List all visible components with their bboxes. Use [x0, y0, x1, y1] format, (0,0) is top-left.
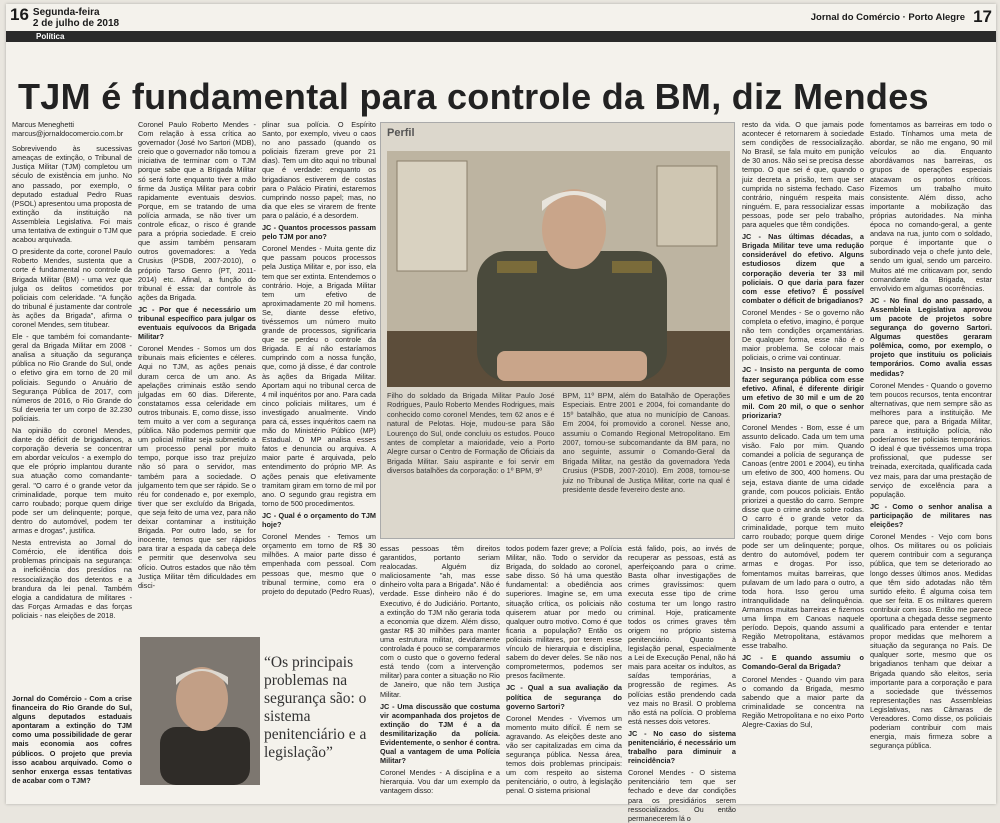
- question: JC - E quando assumiu o Comando-Geral da Brigada?: [742, 653, 864, 672]
- paragraph: Coronel Mendes - Temos um orçamento em torno de R$ 30 milhões. A maior parte disso é empenhada com pessoal. Com pessoas que, mesmo que o tribunal termine, como era o projeto do deputado (Pedro Ruas),: [262, 532, 376, 596]
- caption-left: Filho do soldado da Brigada Militar Paulo José Rodrigues, Paulo Roberto Mendes Rodrigues, mais conhecido como coronel Mendes, tem 62 anos e é natural de Pelotas. Hoje, mudou-se para São Lourenço do Sul, onde concluiu os estudos. Pouco antes de completar a maioridade, veio a Porto Alegre cursar o Centro de Formação de Oficiais da Brigada Militar. Saiu aspirante e foi servir em diversos batalhões da corporação: o 1º BPM, 9º: [387, 391, 555, 476]
- question: JC - Como o senhor analisa a participação de militares nas eleições?: [870, 501, 992, 530]
- profile-tag: Perfil: [387, 127, 415, 139]
- question: JC - Qual a sua avaliação da política de segurança do governo Sartori?: [506, 683, 622, 711]
- question: JC - Uma discussão que costuma vir acompanhada dos projetos de extinção do TJM é a da desmilitarização da polícia. Evidentemente, o senhor é contra. Qual a vantagem de uma Polícia Militar?: [380, 701, 500, 766]
- question: Jornal do Comércio - Com a crise financeira do Rio Grande do Sul, alguns deputados estaduais apontaram a extinção do TJM como uma possibilidade de gerar mais economia aos cofres públicos. O projeto que previa isso acabou arquivado. Como o senhor enxerga essas tentativas de acabar com o TJM?: [12, 694, 132, 785]
- secondary-portrait-illustration: [140, 637, 260, 785]
- date: 2 de julho de 2018: [32, 18, 120, 29]
- pull-quote: “Os principais problemas na segurança são: o sistema penitenciário e a legislação”: [264, 654, 367, 761]
- column-8: [870, 120, 992, 800]
- paragraph: resto da vida. O que jamais pode acontecer é retornarem à sociedade sem condições de ressocialização. No Brasil, se fala muito em punição de 30 anos. Não sei se precisa desse tempo. O que sei é que, quando o juiz decreta a prisão, tem que ser cumprida no sistema fechado. Caso contrário, ninguém respeita mais ninguém. E, para ressocializar essas pessoas, pode ser pelo trabalho, para aqueles que têm condições.: [742, 120, 864, 230]
- column-3: [262, 120, 376, 630]
- newspaper-page: [6, 4, 996, 823]
- weekday: Segunda-feira: [32, 7, 100, 18]
- page-number-right: 17: [973, 7, 992, 26]
- question: JC - Qual é o orçamento do TJM hoje?: [262, 510, 376, 530]
- column-7: [742, 120, 864, 800]
- question: JC - Insisto na pergunta de como fazer segurança pública com esse efetivo. Afinal, é diferente dirigir um efetivo de 30 mil e um de 20 mil. Com 20 mil, o que o senhor priorizaria?: [742, 365, 864, 420]
- question: JC - No final do ano passado, a Assembleia Legislativa aprovou um pacote de projetos sobre segurança do governo Sartori. Algumas questões geraram polêmica, como, por exemplo, o projeto que instituiu os policiais temporários. Como avalia essas medidas?: [870, 295, 992, 378]
- paragraph: está falido, pois, ao invés de recuperar as pessoas, está as aperfeiçoando para o crime. Basta olhar investigações de crimes gravíssimos: quem executa esse tipo de crime costuma ter um longo rastro criminal. Hoje, praticamente todos os crimes graves têm origem no próprio sistema penitenciário. Quanto à legislação penal, especialmente a Lei de Execução Penal, não há mais para aceitar os indultos, as saídas temporárias, a progressão de regimes. As polícias estão prendendo cada vez mais no Brasil. O problema não está na polícia. O problema está nesses dois vetores.: [628, 544, 736, 726]
- photo-caption: [387, 391, 730, 537]
- byline-author: Marcus Meneghetti: [12, 120, 75, 129]
- byline-email: marcus@jornaldocomercio.com.br: [12, 129, 124, 139]
- question: JC - No caso do sistema penitenciário, é necessário um trabalho para diminuir a reincidência?: [628, 728, 736, 766]
- paragraph: Coronel Mendes - Quando vim para o comando da Brigada, mesmo sabendo que a maior parte da criminalidade se concentra na Região Metropolitana e no eixo Porto Alegre-Caxias do Sul,: [742, 674, 864, 729]
- paragraph: Coronel Mendes - Vivemos um momento muito difícil. É nem se agravando. As eleições deste ano vão ser capitalizadas em cima da segurança pública. Nessa área, temos dois problemas principais: um com respeito ao sistema penitenciário, o outro, à legislação penal. O sistema prisional: [506, 713, 622, 796]
- paragraph: essas pessoas têm direitos garantidos, portanto seriam realocadas. Alguém diz maliciosamente "ah, mas esse dinheiro volta para a Brigada". Não é verdade. Esse dinheiro não é do Executivo, é do Judiciário. Portanto, a extinção do TJM não geraria toda a economia que dizem. Além disso, gastar R$ 30 milhões para manter uma estrutura militar, devidamente controlada é pouco se compararmos com o custo que o governo federal está tendo (com a intervenção militar) para conter a situação no Rio de Janeiro, que não tem Justiça Militar.: [380, 544, 500, 699]
- question: JC - Nas últimas décadas, a Brigada Militar teve uma redução considerável do efetivo. Alguns estudiosos dizem que a corporação deveria ter 33 mil policiais. O que daria para fazer com esse efetivo? É possível combater o déficit de brigadianos?: [742, 232, 864, 305]
- portrait-photo: [387, 151, 730, 387]
- paragraph: Ele - que também foi comandante-geral da Brigada Militar em 2008 - analisa a situação da segurança pública no Rio Grande do Sul, onde o efetivo gira em torno de 20 mil policiais. Segundo o Anuário de Segurança Pública de 2017, com números de 2016, o Rio Grande do Sul deveria ter um corpo de 32.230 policiais.: [12, 332, 132, 423]
- paragraph: O presidente da corte, coronel Paulo Roberto Mendes, sustenta que a corte é fundamental no controle da Brigada Militar (BM) - uma vez que julga os delitos cometidos por policiais com celeridade. "A função do tribunal é justamente dar controle às ações da Brigada", afirma o coronel Mendes, sem titubear.: [12, 247, 132, 329]
- profile-box: [380, 122, 735, 539]
- headline: TJM é fundamental para controle da BM, diz Mendes: [18, 76, 929, 117]
- paragraph: plinar sua polícia. O Espírito Santo, por exemplo, viveu o caos no ano passado (quando os policiais fizeram greve por 21 dias). Tem um dito aqui no tribunal que é verdade: enquanto os brigadianos estiverem de costas para o Palácio Piratini, estaremos cumprindo nosso papel; mas, no dia que eles se virarem de frente para o palácio, é a desordem.: [262, 120, 376, 220]
- section-label: Política: [6, 31, 996, 42]
- date-block: [33, 5, 119, 29]
- paragraph: Sobrevivendo às sucessivas ameaças de extinção, o Tribunal de Justiça Militar (TJM) completou um século de existência em junho. No ano passado, por exemplo, o deputado estadual Pedro Ruas (PSOL) apresentou uma proposta de extinção da instituição na Assembleia Legislativa. Foi mais uma tentativa de extinguir o TJM que acabou arquivada.: [12, 144, 132, 245]
- secondary-portrait-photo: [140, 637, 260, 785]
- paragraph: todos podem fazer greve; a Polícia Militar, não. Todo o servidor da Brigada, do soldado ao coronel, sabe disso. Só há uma questão fundamental: a obediência aos superiores. Imagine se, em uma situação crítica, os policiais não quiserem atuar por medo ou qualquer outro motivo. Como é que ficaria a população? Então os policiais militares, por terem esse vínculo de hierarquia e disciplina, sabem do dever deles. Se não nos comprometermos, podemos ser presos facilmente.: [506, 544, 622, 681]
- paragraph: Coronel Mendes - Somos um dos tribunais mais eficientes e céleres. Aqui no TJM, as ações penais duram cerca de um ano. As apelações criminais estão sendo julgadas em 60 dias. Diferente, constatamos essa celeridade em outros tribunais. E, como disse, isso tem muito a ver com a segurança pública. Não podemos permitir que um policial militar seja submetido a um processo penal por muito tempo, porque isso traz prejuízo não só para o servidor, mas também para a sociedade. O julgamento tem que ser rápido. Se o réu for condenado e, por exemplo, tiver que ser excluído da Brigada, que seja feito de uma vez, para não deixar contaminar a instituição Brigada. Por outro lado, se for inocente, temos que ser rápidos para tirar a espada da cabeça dele e permitir que desenvolva seu ofício. Outros estados que não têm Justiça Militar têm dificuldades em disci-: [138, 344, 256, 590]
- column-6: [628, 544, 736, 823]
- caption-right: BPM, 11º BPM, além do Batalhão de Operações Especiais. Entre 2001 e 2004, foi comandante do 15º batalhão, que atua no município de Canoas. Em 2004, foi promovido a coronel. Nesse ano, assumiu o Comando Regional Metropolitano. Em 2007, tornou-se subcomandante da BM para, no ano seguinte, assumir o Comando-Geral da Brigada Militar, na gestão da governadora Yeda Crusius (PSDB, 2007-2010). Em 2008, tornou-se juiz no Tribunal de Justiça Militar, corte na qual é presidente desde fevereiro deste ano.: [562, 391, 730, 495]
- paragraph: Coronel Mendes - Quando o governo tem poucos recursos, tenta encontrar alternativas, que nem sempre são as melhores para a instituição. Me parece que, para a Brigada Militar, para a instituição polícia, não poderíamos ter policiais temporários. O ideal é que tivéssemos uma tropa profissional, que pudesse ser treinada, exercitada, qualificada cada vez mais, para dar uma prestação de serviço de excelência para a população.: [870, 380, 992, 499]
- paragraph: Coronel Mendes - Bom, esse é um assunto delicado. Cada um tem uma visão. Falo por mim. Quando comandei a polícia de segurança de Canoas (entre 2001 e 2004), eu tinha um efetivo de 300, 400 homens. Ou seja, estava diante de uma cidade grande, com poucos policiais. Então priorizei a questão do carro. Sempre disse que o crime anda sobre rodas. O carro é o grande vetor da criminalidade, porque tem muito carro roubado; porque quem dirige pode ser um delinquente; porque, dentro do automóvel, podem ter armas e drogas. Por isso, fomentamos muitas barreiras, que pulavam de um lado para o outro, a toda hora. Isso gerou uma intranquilidade na delinquência. Armamos muitas barreiras e fizemos uma limpa em Canoas naquele período. Depois, quando assumi a Região Metropolitana, estávamos esse trabalho.: [742, 423, 864, 651]
- question: JC - Por que é necessário um tribunal específico para julgar os eventuais equívocos da Brigada Militar?: [138, 304, 256, 342]
- column-4: [380, 544, 500, 800]
- masthead: [6, 4, 996, 30]
- paragraph: Coronel Mendes - Se o governo não completa o efetivo, imagino, é porque não tem condições orçamentárias. De qualquer forma, esse não é o maior problema. Se colocar mais policiais, o crime vai continuar.: [742, 307, 864, 363]
- question: JC - Quantos processos passam pelo TJM por ano?: [262, 223, 376, 242]
- column-2: [138, 120, 256, 630]
- column-1-question: [12, 694, 132, 802]
- paragraph: Coronel Mendes - A disciplina e a hierarquia. Vou dar um exemplo da vantagem disso:: [380, 768, 500, 796]
- paragraph: Coronel Mendes - O sistema penitenciário tem que ser fechado e deve dar condições para os presidiários serem ressocializados. Ou então permanecerem lá o: [628, 768, 736, 823]
- paragraph: Nesta entrevista ao Jornal do Comércio, ele identifica dois problemas principais na segurança: a ineficiência dos presídios na ressocialização dos detentos e a brandura da lei penal. Também elogia a candidatura de militares - das Forças Armadas e das forças policiais - nas eleições de 2018.: [12, 538, 132, 620]
- portrait-illustration: [387, 151, 730, 387]
- column-1: [12, 120, 132, 620]
- paragraph: fomentamos as barreiras em todo o Estado. Tínhamos uma meta de abordar, se não me engano, 90 mil veículos ao dia. Enquanto abordávamos nas barreiras, os grupos de operações especiais atacavam os pontos críticos. Fizemos um trabalho muito consistente. Além disso, acho importante a mobilização das próprias autoridades. Na minha época no comando-geral, a gente andava na rua, junto com o soldado, porque é importante que o subordinado veja o chefe junto dele, sendo um igual, sendo um parceiro. Muitos até me criticavam por, sendo comandante da Brigada, estar envolvido em algumas ocorrências.: [870, 120, 992, 293]
- paragraph: Coronel Mendes - Vejo com bons olhos. Os militares ou os policiais querem contribuir com a segurança pública, que tem se deteriorado ao longo desses últimos anos. Medidas que têm sido adotadas não têm surtido efeito. É alguma coisa tem que ser feita. E os militares querem contribuir com isso. Então me parece oportuna a chegada desse segmento qualificado para entender e tentar propor medidas que melhorem a situação da segurança no País. De qualquer sorte, mesmo que os brigadianos tenham que deixar a Brigada quando são eleitos, seria importante para a corporação e para a sociedade que tivéssemos representações nas Assembleias Legislativas, nas Câmaras de Vereadores. Como disse, os policiais poderiam contribuir com mais energia, mais firmeza sobre a segurança pública.: [870, 532, 992, 751]
- page-number-left: 16: [10, 5, 29, 24]
- newspaper-name: Jornal do Comércio · Porto Alegre: [810, 11, 966, 23]
- column-5: [506, 544, 622, 800]
- paragraph: Coronel Mendes - Muita gente diz que passam poucos processos pela Justiça Militar e, por isso, ela tem que ser extinta. Entendemos o contrário. Hoje, a Brigada Militar tem um efetivo de aproximadamente 20 mil homens. Se, diante desse efetivo, tivéssemos um número muito grande de processos, significaria que se perdeu o controle da Brigada. E aí não estaríamos cumprindo com a nossa função, que, como já disse, é dar controle às ações da Brigada Militar. Aportam aqui no tribunal cerca de 4 mil inquéritos por ano. Para cada cinco policiais militares, um é investigado anualmente. Vindo para cá, esses inquéritos caem na mão do Ministério Público (MP) Estadual. O MP analisa esses fatos e denuncia ou arquiva. A maior parte é arquivada, pelo entendimento do próprio MP. As ações penais que efetivamente tramitam giram em torno de mil por ano. O segundo grau registra em torno de 500 procedimentos.: [262, 244, 376, 508]
- paragraph: Na opinião do coronel Mendes, diante do déficit de brigadianos, a corporação deveria se concentrar em abordar veículos - a exemplo do que ele próprio implantou durante sua atuação como comandante-geral. "O carro é o grande vetor da criminalidade, porque tem muito carro roubado; porque quem dirige pode ser um delinquente; porque, dentro do automóvel, podem ter armas e drogas", justifica.: [12, 426, 132, 536]
- paragraph: Coronel Paulo Roberto Mendes - Com relação à essa crítica ao governador (José Ivo Sartori (MDB), creio que o governador não tomou a iniciativa de terminar com o TJM porque sabe que a Brigada Militar só será forte enquanto tiver a mão firme da Justiça Militar para cobrir rapidamente eventuais desvios. Porque, em se tratando de uma polícia armada, se não tiver um controle eficaz, o risco é grande para a própria sociedade. E creio que assim também pensaram outros governadores: a Yeda Crusius (PSDB, 2007-2010), o próprio Tarso Genro (PT, 2011-2014) etc. Afinal, a função do tribunal é essa: dar controle às ações da Brigada.: [138, 120, 256, 302]
